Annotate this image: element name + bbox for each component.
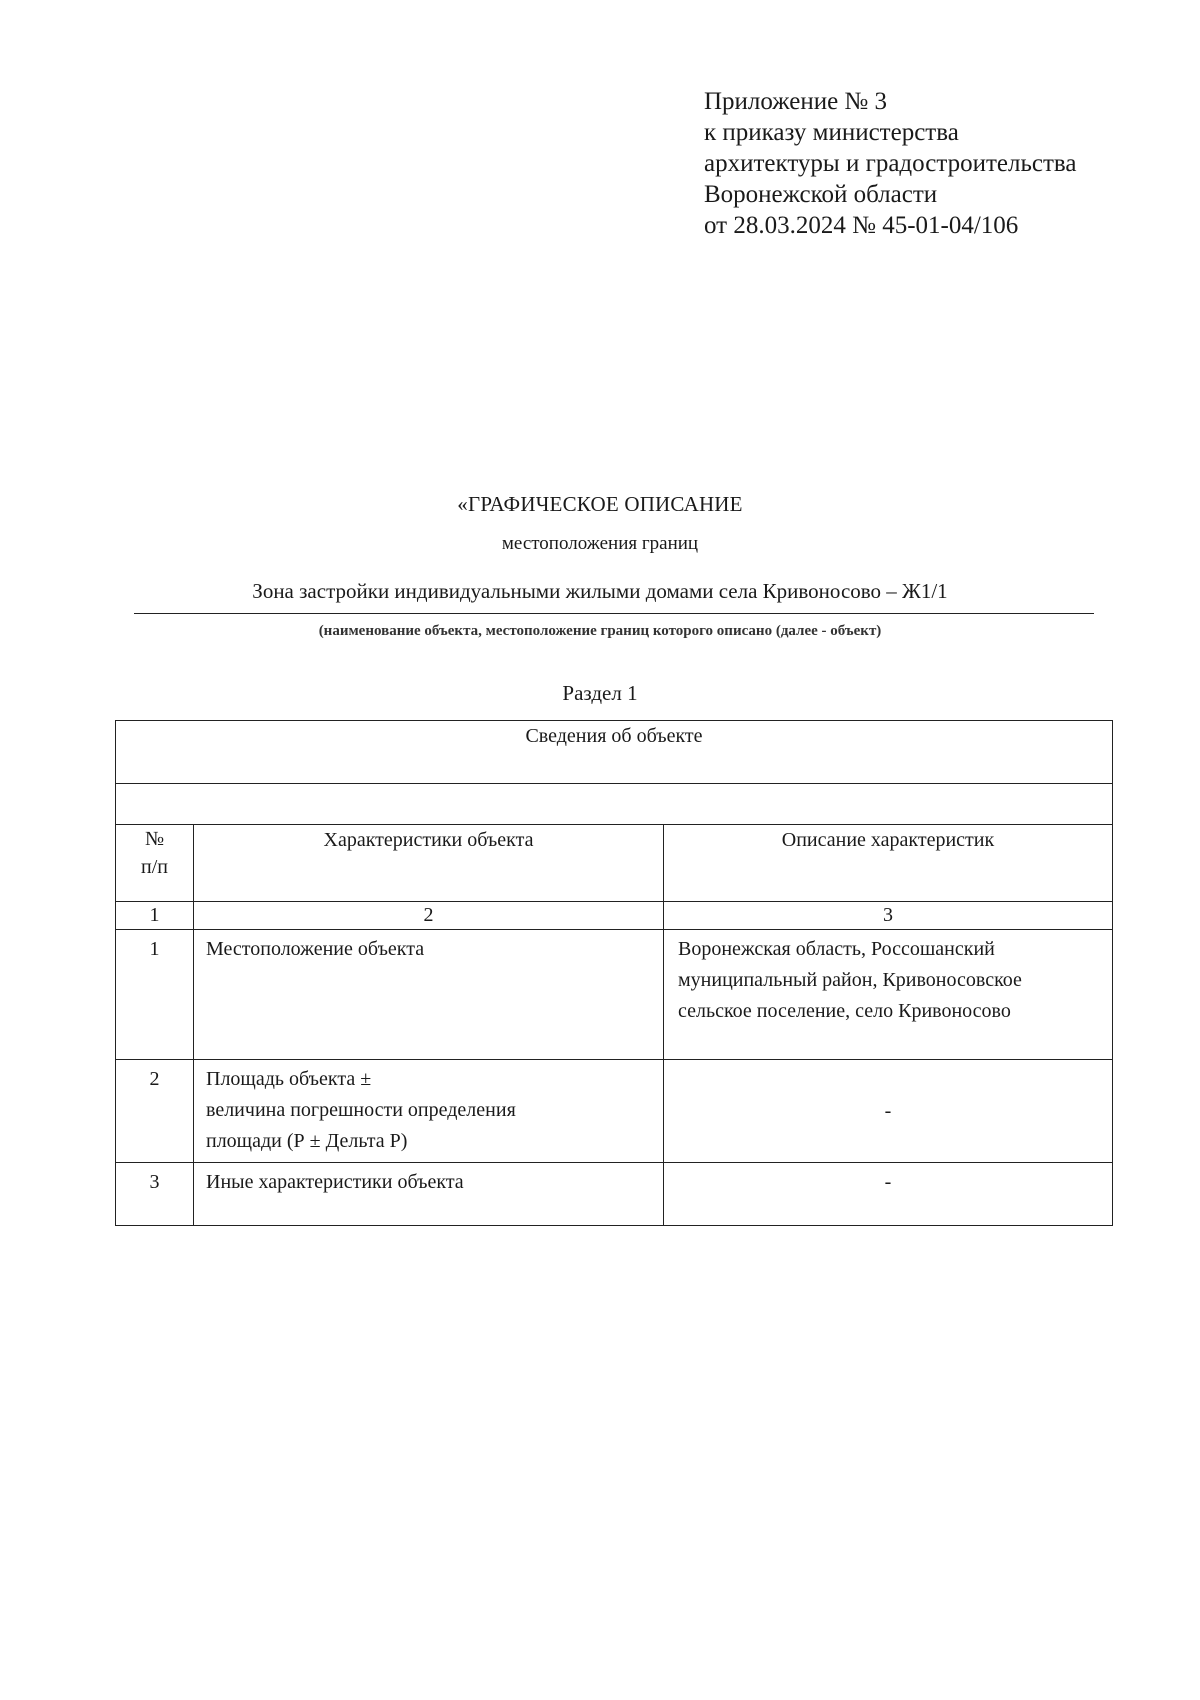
table-empty-row <box>116 784 1113 825</box>
row-number: 1 <box>116 930 194 1060</box>
document-title: «ГРАФИЧЕСКОЕ ОПИСАНИЕ <box>457 492 743 516</box>
column-header-description: Описание характеристик <box>664 825 1113 902</box>
object-name-underline <box>134 613 1094 614</box>
appendix-line: к приказу министерства <box>704 119 959 146</box>
table-header: Сведения об объекте <box>116 721 1113 784</box>
column-index: 1 <box>116 902 194 930</box>
table-row <box>116 1060 1113 1163</box>
row-description: - <box>664 1163 1113 1226</box>
appendix-line: Приложение № 3 <box>704 88 888 115</box>
object-name: Зона застройки индивидуальными жилыми домами села Кривоносово – Ж1/1 <box>252 579 948 603</box>
object-info-table <box>115 720 1113 1226</box>
table-empty-cell <box>116 784 1113 825</box>
column-header-characteristics: Характеристики объекта <box>194 825 664 902</box>
row-characteristic <box>194 1060 664 1163</box>
table-index-row <box>116 902 1113 930</box>
document-subtitle: местоположения границ <box>501 533 699 554</box>
column-header-number-line2: п/п <box>141 856 168 878</box>
row-characteristic: Местоположение объекта <box>194 930 664 1060</box>
column-header-number-line1: № <box>144 828 165 850</box>
column-index: 3 <box>664 902 1113 930</box>
row-characteristic-line: площади (Р ± Дельта Р) <box>206 1130 408 1152</box>
table-row <box>116 1163 1113 1226</box>
table-column-headers <box>116 825 1113 902</box>
appendix-line: Воронежской области <box>704 181 938 208</box>
appendix-header <box>704 86 1076 241</box>
row-description: Воронежская область, Россошанский муниципальный район, Кривоносовское сельское поселение, село Кривоносово <box>664 930 1113 1060</box>
section-label: Раздел 1 <box>562 681 638 705</box>
appendix-line: архитектуры и градостроительства <box>704 150 1077 177</box>
row-characteristic-line: Площадь объекта ± <box>206 1068 372 1090</box>
table-row <box>116 930 1113 1060</box>
row-number: 3 <box>116 1163 194 1226</box>
appendix-line: от 28.03.2024 № 45-01-04/106 <box>704 212 1019 239</box>
row-number: 2 <box>116 1060 194 1163</box>
column-index: 2 <box>194 902 664 930</box>
object-name-caption: (наименование объекта, местоположение границ которого описано (далее - объект) <box>318 623 882 639</box>
row-characteristic: Иные характеристики объекта <box>194 1163 664 1226</box>
column-header-number <box>116 825 194 902</box>
row-characteristic-line: величина погрешности определения <box>206 1099 516 1121</box>
table-header-row <box>116 721 1113 784</box>
row-description: - <box>664 1060 1113 1163</box>
